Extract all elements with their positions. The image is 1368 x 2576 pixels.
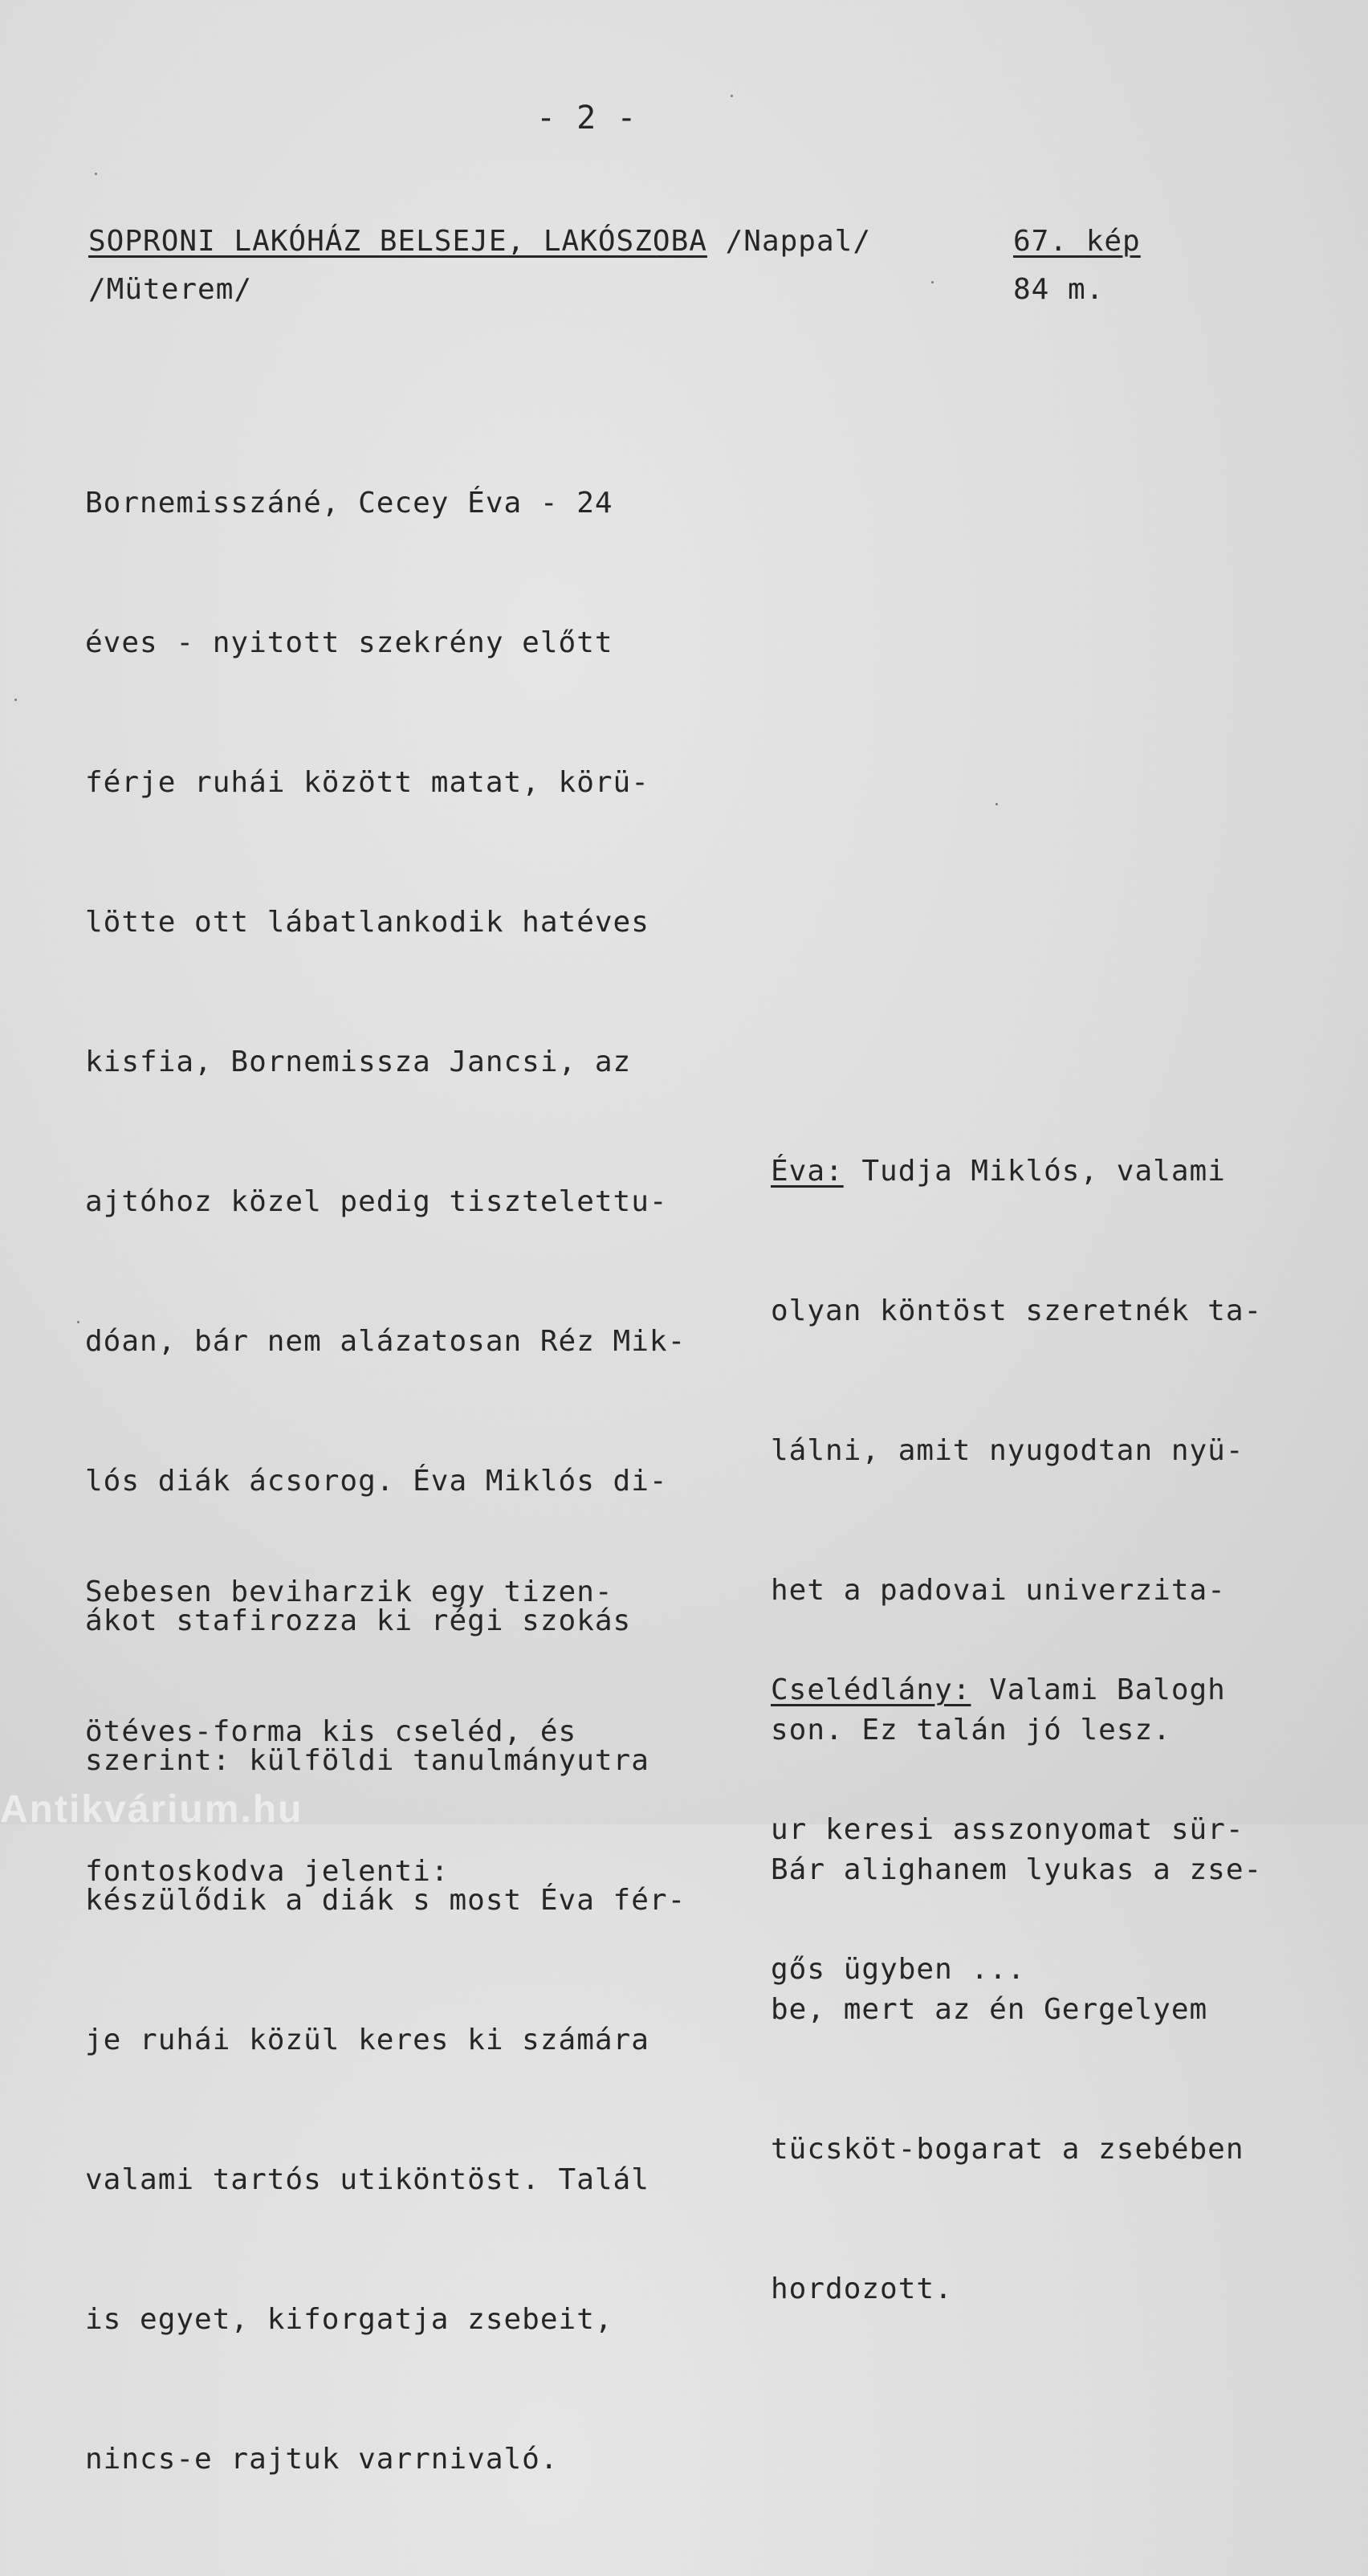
dialogue-line: tücsköt-bogarat a zsebében [771, 2133, 1244, 2166]
dialogue-text: Valami Balogh [971, 1673, 1226, 1706]
paper-speck [995, 803, 998, 805]
description-line: éves - nyitott szekrény előtt [85, 626, 613, 659]
paper-speck [95, 173, 97, 175]
description-line: je ruhái közül keres ki számára [85, 2024, 649, 2056]
shot-number: 67. kép [1013, 225, 1141, 258]
page-number: - 2 - [536, 100, 637, 137]
description-line: dóan, bár nem alázatosan Réz Mik- [85, 1325, 686, 1358]
scene-heading [88, 218, 871, 265]
action-line: fontoskodva jelenti: [85, 1855, 450, 1888]
description-line: nincs-e rajtuk varrnivaló. [85, 2443, 559, 2476]
dialogue-line: son. Ez talán jó lesz. [771, 1714, 1171, 1747]
description-line: férje ruhái között matat, körü- [85, 766, 649, 799]
paper-speck [77, 1321, 79, 1323]
dialogue-line: be, mert az én Gergelyem [771, 1993, 1208, 2026]
dialogue-maid [771, 1574, 1244, 2086]
description-line: is egyet, kiforgatja zsebeit, [85, 2303, 613, 2336]
description-line: ajtóhoz közel pedig tisztelettu- [85, 1185, 668, 1218]
speaker-name: Cselédlány: [771, 1673, 971, 1706]
description-line: kisfia, Bornemissza Jancsi, az [85, 1045, 632, 1078]
paper-speck [931, 281, 934, 283]
paper-speck [14, 699, 17, 701]
dialogue-line: ur keresi asszonyomat sür- [771, 1813, 1244, 1846]
scene-time: /Nappal/ [706, 225, 871, 258]
shot-length: 84 m. [1013, 273, 1105, 306]
description-line: valami tartós utiköntöst. Talál [85, 2163, 649, 2196]
description-line: készülődik a diák s most Éva fér- [85, 1884, 686, 1917]
scene-location: SOPRONI LAKÓHÁZ BELSEJE, LAKÓSZOBA [88, 225, 707, 258]
description-line: Bornemisszáné, Cecey Éva - 24 [85, 487, 613, 520]
description-line: lötte ott lábatlankodik hatéves [85, 906, 649, 939]
speaker-name: Éva: [771, 1155, 844, 1188]
dialogue-line: olyan köntöst szeretnék ta- [771, 1294, 1263, 1327]
dialogue-line: Bár alighanem lyukas a zse- [771, 1853, 1263, 1886]
description-line: lós diák ácsorog. Éva Miklós di- [85, 1465, 668, 1498]
description-line: szerint: külföldi tanulmányutra [85, 1744, 649, 1777]
action-line: Sebesen beviharzik egy tizen- [85, 1575, 613, 1608]
dialogue-first-line [771, 1148, 1262, 1195]
dialogue-line: gős ügyben ... [771, 1953, 1026, 1986]
dialogue-line: hordozott. [771, 2272, 953, 2305]
dialogue-text: Tudja Miklós, valami [843, 1155, 1226, 1188]
description-line: ákot stafirozza ki régi szokás [85, 1604, 632, 1637]
scene-action [85, 1476, 613, 1988]
dialogue-line: lálni, amit nyugodtan nyü- [771, 1434, 1244, 1467]
action-line: ötéves-forma kis cseléd, és [85, 1715, 577, 1748]
dialogue-line: het a padovai univerzita- [771, 1574, 1226, 1607]
dialogue-first-line [771, 1667, 1244, 1714]
watermark: Antikvárium.hu [0, 1788, 303, 1831]
scene-studio: /Müterem/ [88, 273, 253, 306]
paper-speck [731, 95, 733, 97]
